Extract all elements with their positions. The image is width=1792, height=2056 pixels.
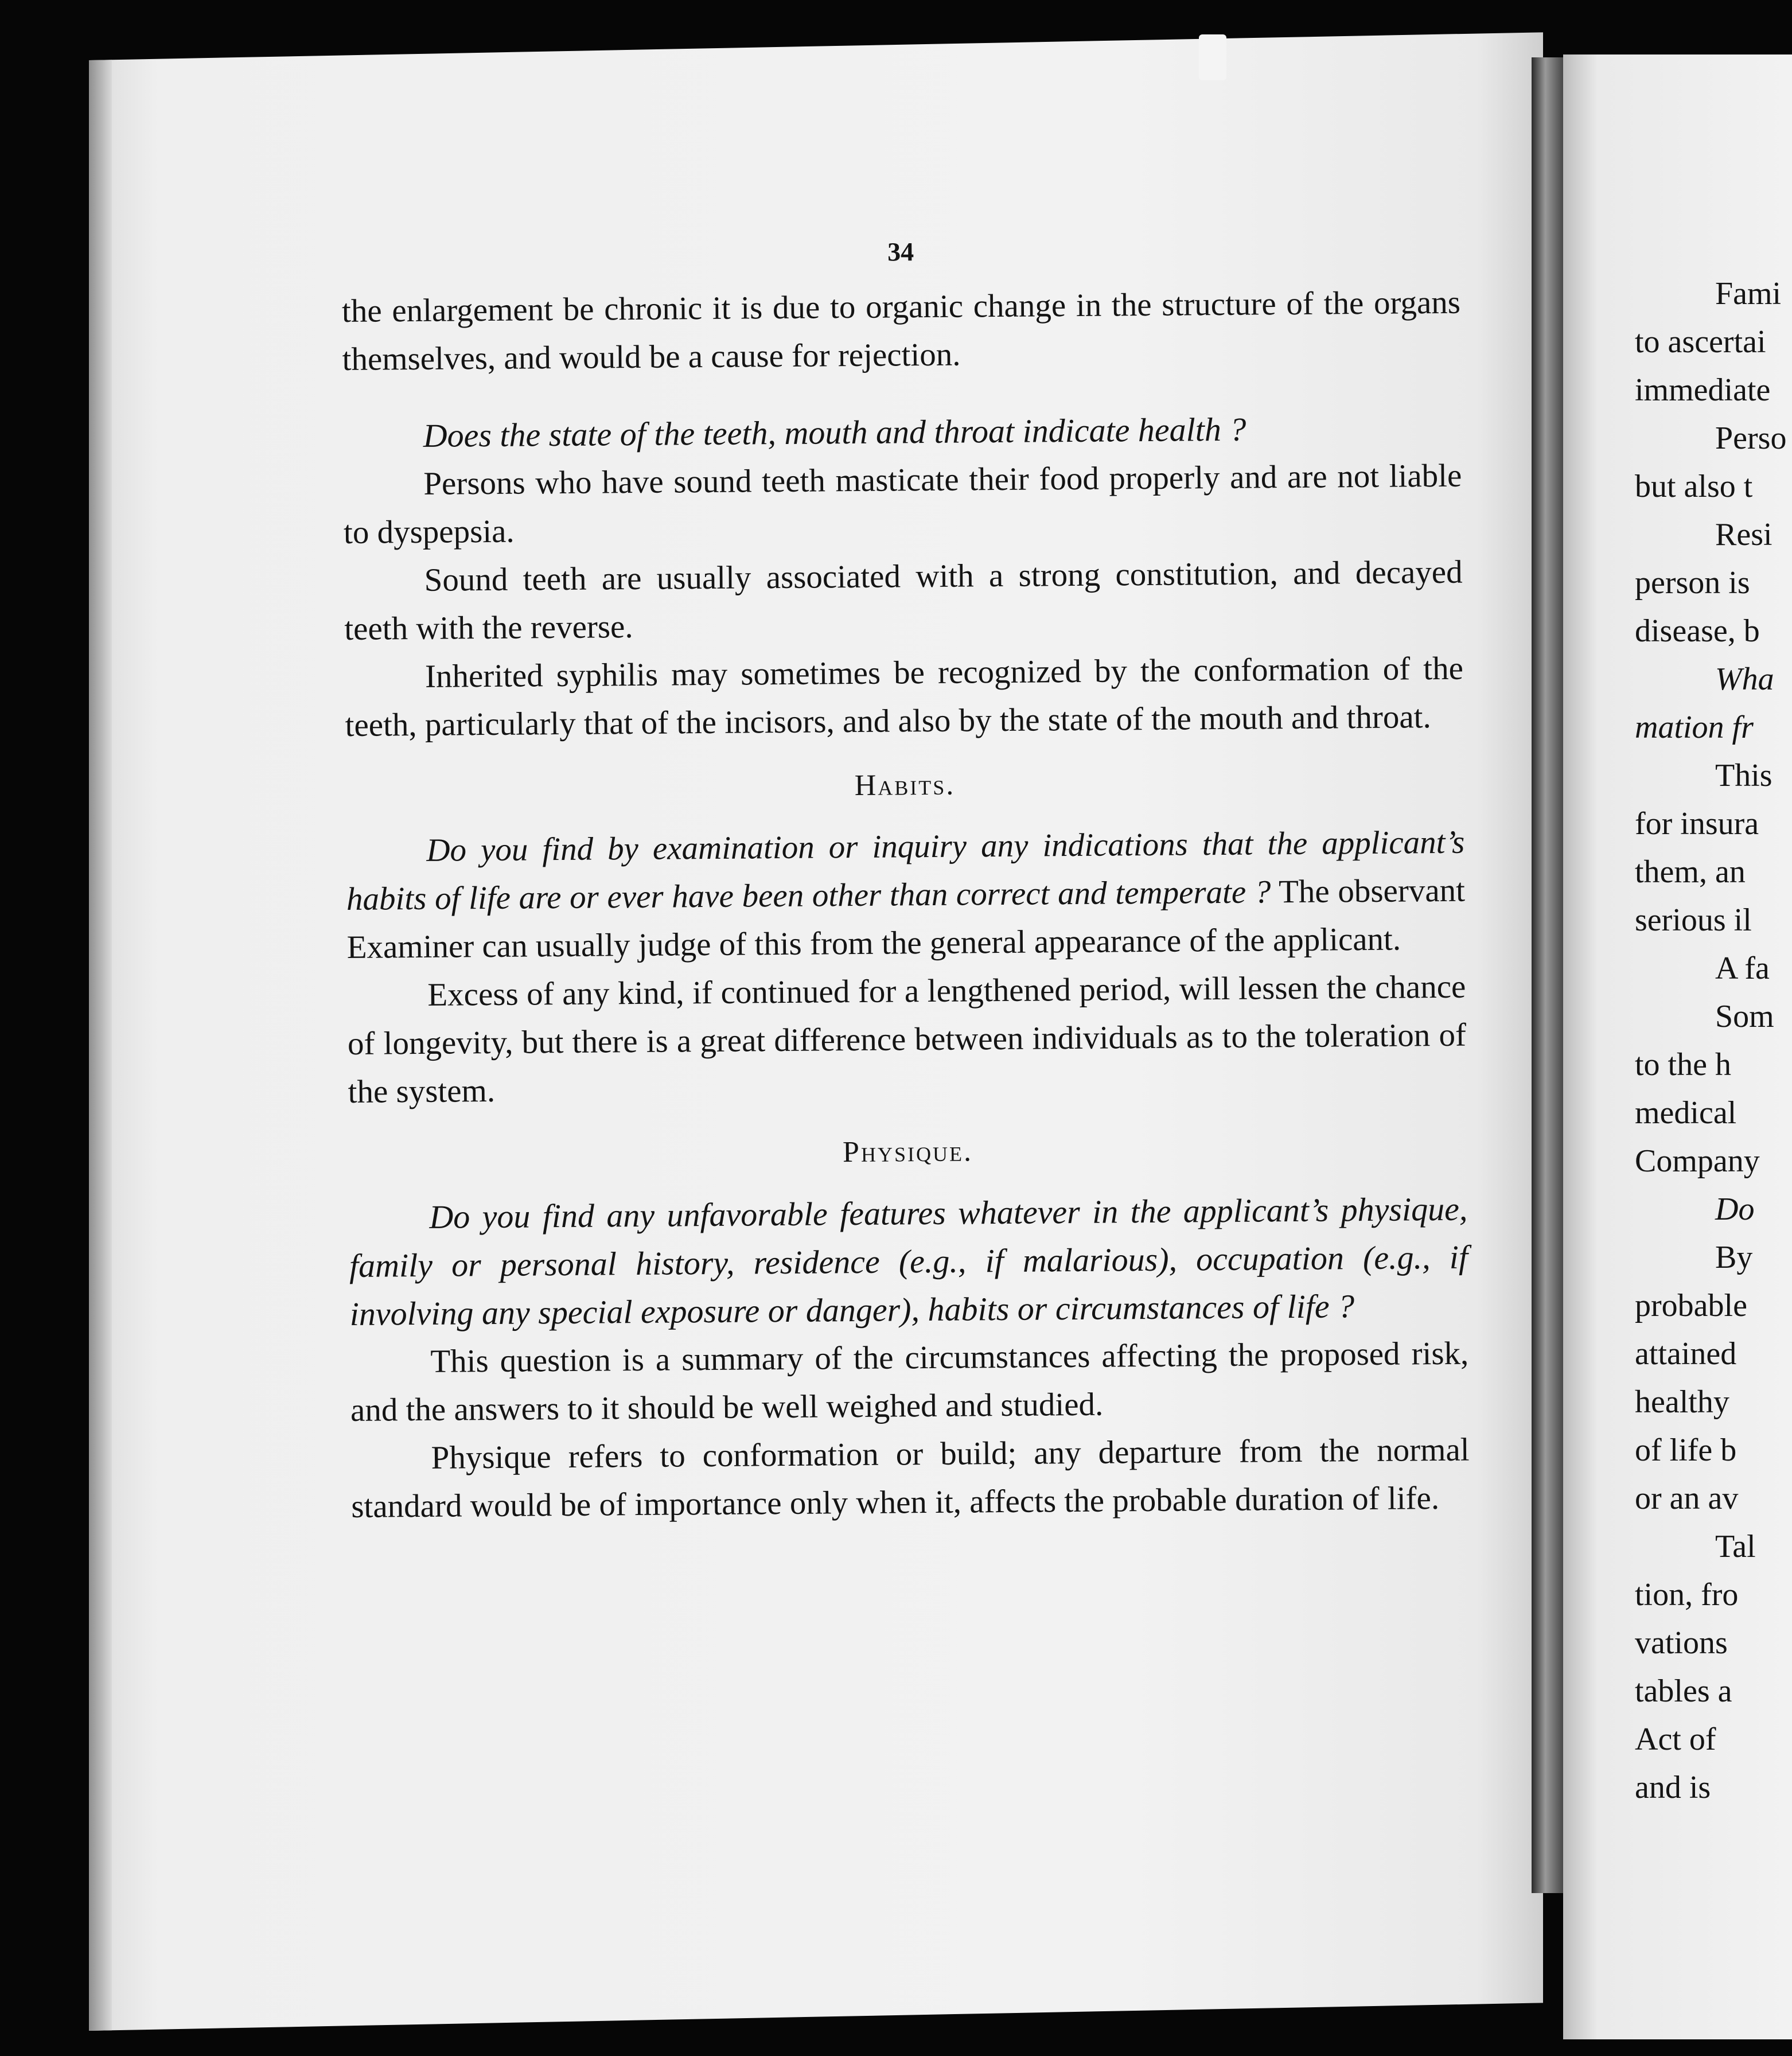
right-page-line: but also t <box>1635 469 1753 504</box>
right-page-line: tion, fro <box>1635 1577 1739 1613</box>
page-number: 34 <box>887 237 914 267</box>
right-page-line: Act of <box>1635 1722 1716 1757</box>
body-paragraph: Persons who have sound teeth masticate their food properly and are not liable to dyspepsia. <box>343 457 1462 551</box>
right-page-line: healthy <box>1635 1384 1729 1420</box>
right-page-line: to the h <box>1635 1047 1731 1082</box>
right-page-line: and is <box>1635 1770 1711 1805</box>
right-page-line: mation fr <box>1635 710 1754 745</box>
examiner-question: Does the state of the teeth, mouth and throat indicate health ? <box>423 410 1246 454</box>
right-page-line: serious il <box>1635 902 1752 938</box>
right-page-line: This <box>1715 758 1772 793</box>
book-gutter <box>1532 57 1566 1893</box>
body-paragraph: Sound teeth are usually associated with a strong constitution, and decayed teeth with the reverse. <box>344 554 1463 647</box>
examiner-question: Do you find by examination or inquiry any indications that the applicant’s habits of life are or ever have been other than correct and temperate ? <box>346 824 1465 917</box>
right-page-line: immediate <box>1635 372 1771 408</box>
right-page-line: for insura <box>1635 806 1759 842</box>
right-page-line: of life b <box>1635 1432 1737 1468</box>
body-paragraph: Inherited syphilis may sometimes be recognized by the conformation of the teeth, particularly that of the incisors, and also by the state of the mouth and throat. <box>345 650 1464 743</box>
right-page-line: person is <box>1635 565 1750 601</box>
body-paragraph: the enlargement be chronic it is due to organic change in the structure of the organs themselves, and would be a cause for rejection. <box>341 284 1461 377</box>
right-page-line: Perso <box>1715 420 1787 456</box>
body-paragraph: Excess of any kind, if continued for a lengthened period, will lessen the chance of longevity, but there is a great difference between individuals as to the toleration of the system. <box>347 968 1467 1110</box>
answer-text: The observant Examiner can usually judge of this from the general appearance of the applicant. <box>346 872 1466 965</box>
right-page-line: disease, b <box>1635 613 1760 649</box>
right-page-line: to ascertai <box>1635 324 1766 360</box>
right-page-line: A fa <box>1715 951 1770 986</box>
left-page-body <box>342 279 1470 1531</box>
right-page-line: Company <box>1635 1143 1760 1179</box>
examiner-question: Do you find any unfavorable features whatever in the applicant’s physique, family or personal history, residence (e.g., if malarious), occupation (e.g., if involving any special exposure or danger), habits or circumstances of life ? <box>349 1190 1468 1333</box>
right-page-text <box>1635 270 1792 1812</box>
right-page-line: Resi <box>1715 517 1772 552</box>
body-paragraph: This question is a summary of the circumstances affecting the proposed risk, and the answers to it should be well weighed and studied. <box>350 1335 1469 1428</box>
right-page-line: By <box>1715 1240 1753 1275</box>
section-heading: Physique. <box>842 1135 973 1169</box>
right-page-line: Fami <box>1715 276 1782 311</box>
right-page-line: tables a <box>1635 1673 1732 1709</box>
binding-tab <box>1199 34 1226 80</box>
right-page-line: Do <box>1715 1191 1755 1227</box>
right-page-line: them, an <box>1635 854 1746 890</box>
right-page-line: attained <box>1635 1336 1737 1372</box>
right-page-line: probable <box>1635 1288 1747 1323</box>
left-page-text <box>341 232 1470 1531</box>
body-paragraph: Physique refers to conformation or build; any departure from the normal standard would be of importance only when it, affects the probable duration of life. <box>351 1431 1470 1525</box>
question-answer-paragraph <box>346 819 1466 972</box>
section-heading: Habits. <box>854 768 956 803</box>
right-page-line: medical <box>1635 1095 1737 1131</box>
right-page-line: vations <box>1635 1625 1728 1661</box>
right-page-line: Som <box>1715 999 1774 1034</box>
right-page-line: or an av <box>1635 1481 1739 1516</box>
right-page-line: Tal <box>1715 1529 1756 1564</box>
right-page-line: Wha <box>1715 661 1774 697</box>
